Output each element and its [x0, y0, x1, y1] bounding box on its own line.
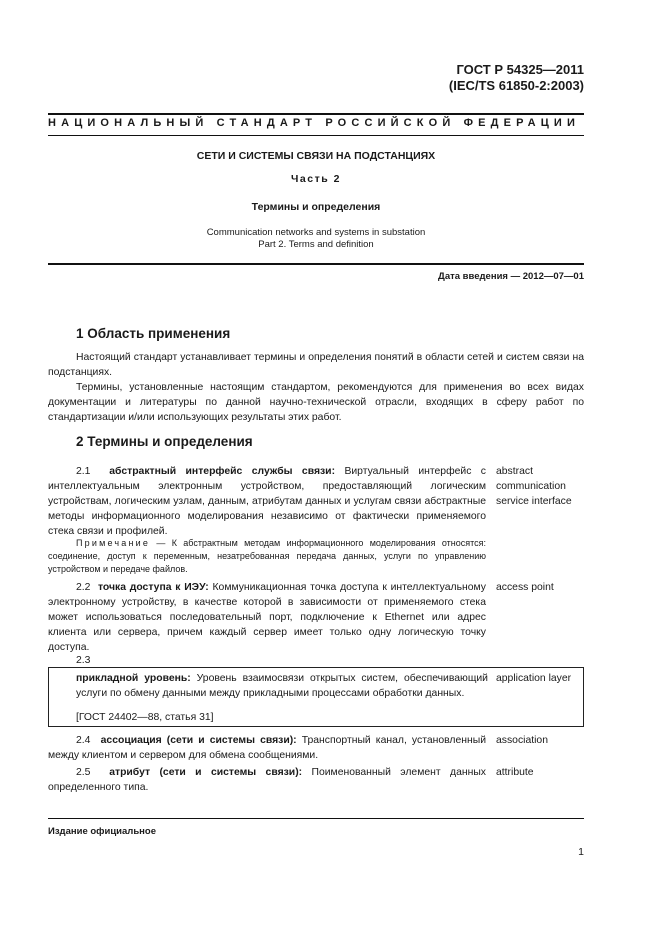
note-text: — К абстрактным методам информационного моделирования относятся: соединение, доступ к переменным, незатребованная передача данных, услуги по управлению устройством и передаче файлов.	[48, 538, 486, 574]
section-2-heading: 2 Термины и определения	[76, 434, 253, 449]
term-english-2-3: application layer	[496, 673, 572, 684]
term-name: ассоциация (сети и системы связи):	[100, 735, 297, 746]
term-number: 2.4	[76, 735, 91, 746]
section-1-paragraph-1: Настоящий стандарт устанавливает термины и определения понятий в области сетей и систем связи на подстанциях.	[48, 352, 584, 378]
term-box-2-3	[48, 667, 584, 727]
document-title: СЕТИ И СИСТЕМЫ СВЯЗИ НА ПОДСТАНЦИЯХ	[196, 150, 436, 162]
term-reference: [ГОСТ 24402—88, статья 31]	[76, 712, 214, 723]
page-number: 1	[578, 846, 584, 858]
term-definition: Поименованный элемент данных определенного типа.	[48, 767, 486, 793]
term-number: 2.2	[76, 582, 91, 593]
section-1-heading: 1 Область применения	[76, 326, 231, 341]
footer-rule	[48, 818, 584, 819]
term-definition: Транспортный канал, установленный между клиентом и сервером для обмена сообщениями.	[48, 735, 487, 761]
english-title-line1: Communication networks and systems in substation	[206, 227, 426, 238]
edition-label: Издание официальное	[48, 826, 156, 837]
term-entry-2-5	[48, 765, 486, 795]
term-entry-2-3	[76, 671, 488, 701]
term-name: атрибут (сети и системы связи):	[109, 767, 303, 778]
intro-date: Дата введения — 2012—07—01	[438, 271, 584, 282]
document-subtitle: Термины и определения	[251, 201, 381, 213]
term-definition: Виртуальный интерфейс с интеллектуальным электронным устройством, предоставляющий логическим устройствам, логическим узлам, данным, атрибутам данных и услугам связи абстрактные методы информационного моделирования независимо от фактически применяемого стека связи и профилей.	[48, 466, 487, 537]
term-number: 2.1	[76, 466, 91, 477]
term-number: 2.5	[76, 767, 91, 778]
national-standard-heading: НАЦИОНАЛЬНЫЙ СТАНДАРТ РОССИЙСКОЙ ФЕДЕРАЦИИ	[48, 117, 581, 129]
note-label: Примечание	[76, 538, 151, 548]
section-1-paragraph-2: Термины, установленные настоящим стандартом, рекомендуются для применения во всех видах документации и литературы по данной научно-технической отрасли, входящих в сферу работ по стандартизации и/или использующих результаты этих работ.	[48, 382, 584, 423]
term-number-2-3: 2.3	[76, 655, 91, 666]
term-entry-2-1	[48, 464, 486, 539]
term-name: абстрактный интерфейс службы связи:	[109, 466, 336, 477]
term-entry-2-2	[48, 580, 486, 655]
term-name: точка доступа к ИЭУ:	[97, 582, 209, 593]
top-rule	[48, 113, 584, 115]
top-rule-lower	[48, 135, 584, 136]
term-english-2-1: abstract communication service interface	[496, 466, 572, 507]
title-rule	[48, 263, 584, 265]
iec-number: (IEC/TS 61850-2:2003)	[448, 78, 584, 93]
term-english-2-5: attribute	[496, 767, 534, 778]
term-english-2-4: association	[496, 735, 548, 746]
term-name: прикладной уровень:	[76, 673, 191, 684]
term-definition: Уровень взаимосвязи открытых систем, обеспечивающий услуги по обмену данными между прикладными процессами обработки данных.	[76, 673, 488, 699]
term-english-2-2: access point	[496, 582, 554, 593]
term-note-2-1	[48, 537, 486, 576]
english-title-line2: Part 2. Terms and definition	[258, 239, 374, 250]
gost-number: ГОСТ Р 54325—2011	[456, 62, 584, 77]
term-definition: Коммуникационная точка доступа к интеллектуальному электронному устройству, в качестве которой в зависимости от применяемого стека может использоваться последовательный порт, подключение к Ethernet или адрес клиента или сервера, причем каждый сервер имеет только одну логическую точку доступа.	[48, 582, 486, 653]
term-entry-2-4	[48, 733, 486, 763]
part-label: Часть 2	[291, 173, 341, 185]
